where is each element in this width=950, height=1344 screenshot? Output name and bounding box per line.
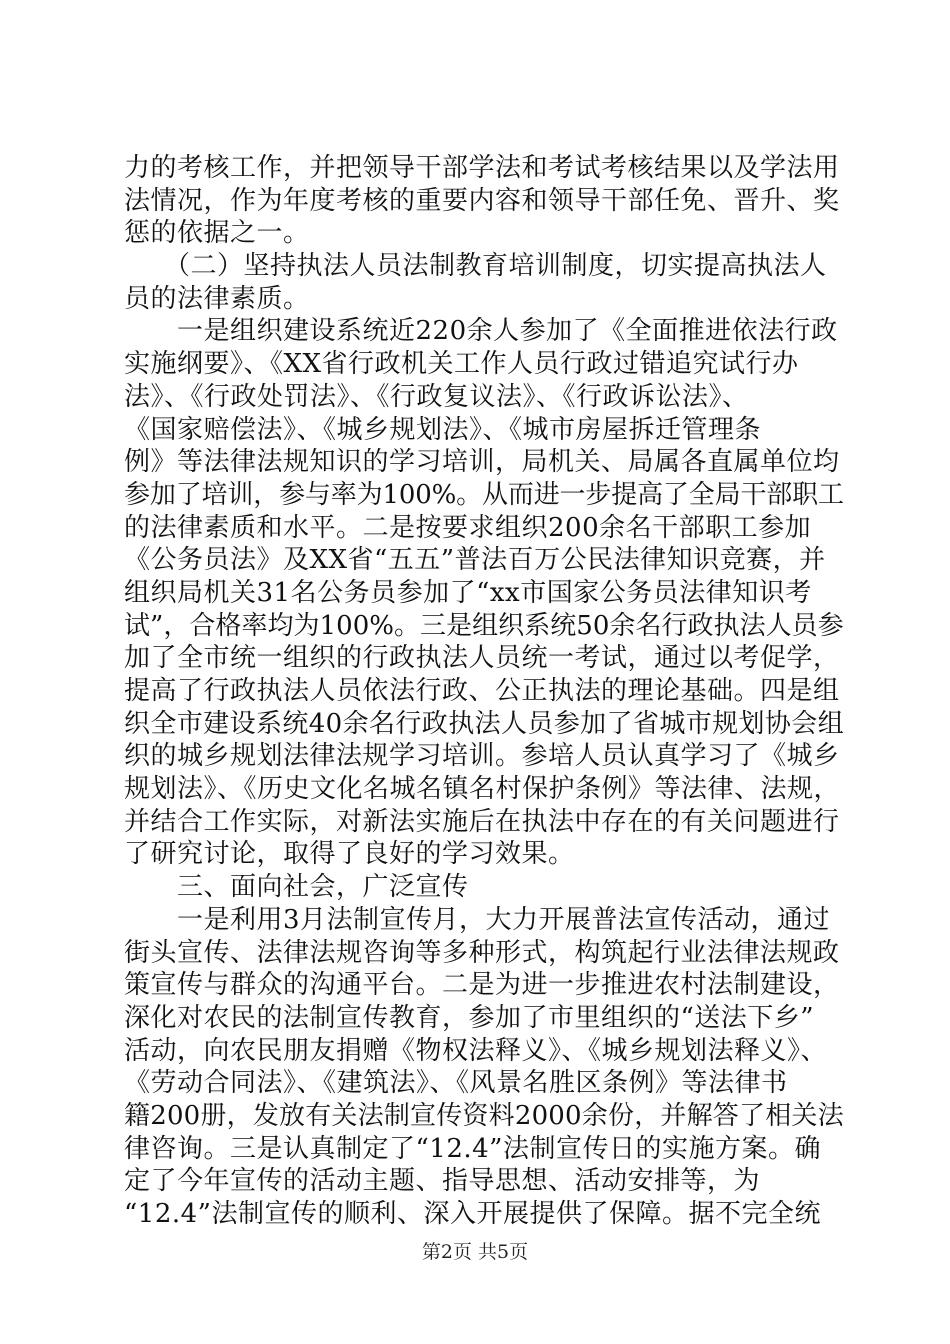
text-line: 员的法律素质。	[124, 283, 310, 314]
text-line: 活动，向农民朋友捐赠《物权法释义》、《城乡规划法释义》、	[124, 1035, 828, 1066]
page-footer: 第2页 共5页	[421, 1241, 529, 1263]
text-line: 并结合工作实际，对新法实施后在执法中存在的有关问题进行	[124, 806, 840, 837]
text-line: 深化对农民的法制宣传教育，参加了市里组织的“送法下乡”	[124, 1002, 815, 1033]
document-body	[124, 152, 844, 1231]
text-line: 街头宣传、法律法规咨询等多种形式，构筑起行业法律法规政	[124, 937, 840, 968]
text-line: 法》、《行政处罚法》、《行政复议法》、《行政诉讼法》、	[124, 381, 749, 412]
text-line: 惩的依据之一。	[124, 218, 310, 249]
text-line: “12.4”法制宣传的顺利、深入开展提供了保障。据不完全统	[124, 1199, 821, 1229]
text-line: （二）坚持执法人员法制教育培训制度，切实提高执法人	[124, 251, 827, 282]
text-line: 法情况，作为年度考核的重要内容和领导干部任免、晋升、奖	[124, 185, 840, 216]
text-line: 籍200册，发放有关法制宣传资料2000余份，并解答了相关法	[124, 1100, 844, 1131]
text-line: 织全市建设系统40余名行政执法人员参加了省城市规划协会组	[124, 708, 845, 739]
text-line: 试”，合格率均为100%。三是组织系统50余名行政执法人员参	[124, 610, 844, 641]
text-line: 力的考核工作，并把领导干部学法和考试考核结果以及学法用	[124, 153, 840, 183]
text-line: 加了全市统一组织的行政执法人员统一考试，通过以考促学，	[124, 643, 840, 674]
text-line: 《公务员法》及XX省“五五”普法百万公民法律知识竞赛，并	[124, 545, 826, 576]
text-line: 了研究讨论，取得了良好的学习效果。	[124, 839, 575, 870]
text-line: 的法律素质和水平。二是按要求组织200余名干部职工参加	[124, 512, 812, 543]
text-line: 策宣传与群众的沟通平台。二是为进一步推进农村法制建设，	[124, 970, 840, 1001]
text-line: 组织局机关31名公务员参加了“xx市国家公务员法律知识考	[124, 577, 812, 608]
text-line: 提高了行政执法人员依法行政、公正执法的理论基础。四是组	[124, 676, 840, 706]
text-line: 一是利用3月法制宣传月，大力开展普法宣传活动，通过	[124, 904, 831, 935]
text-line: 实施纲要》、《XX省行政机关工作人员行政过错追究试行办	[124, 349, 799, 380]
text-line: 定了今年宣传的活动主题、指导思想、活动安排等，为	[124, 1166, 761, 1197]
text-line: 《国家赔偿法》、《城乡规划法》、《城市房屋拆迁管理条	[124, 414, 762, 445]
text-line: 三、面向社会，广泛宣传	[124, 872, 469, 903]
text-line: 例》等法律法规知识的学习培训，局机关、局属各直属单位均	[124, 447, 840, 478]
text-line: 一是组织建设系统近220余人参加了《全面推进依法行政	[124, 316, 838, 347]
text-line: 规划法》、《历史文化名城名镇名村保护条例》等法律、法规，	[124, 774, 841, 805]
text-line: 《劳动合同法》、《建筑法》、《风景名胜区条例》等法律书	[124, 1068, 788, 1099]
text-line: 织的城乡规划法律法规学习培训。参培人员认真学习了《城乡	[124, 741, 840, 772]
text-line: 参加了培训，参与率为100%。从而进一步提高了全局干部职工	[124, 479, 844, 510]
text-line: 律咨询。三是认真制定了“12.4”法制宣传日的实施方案。确	[124, 1133, 821, 1164]
